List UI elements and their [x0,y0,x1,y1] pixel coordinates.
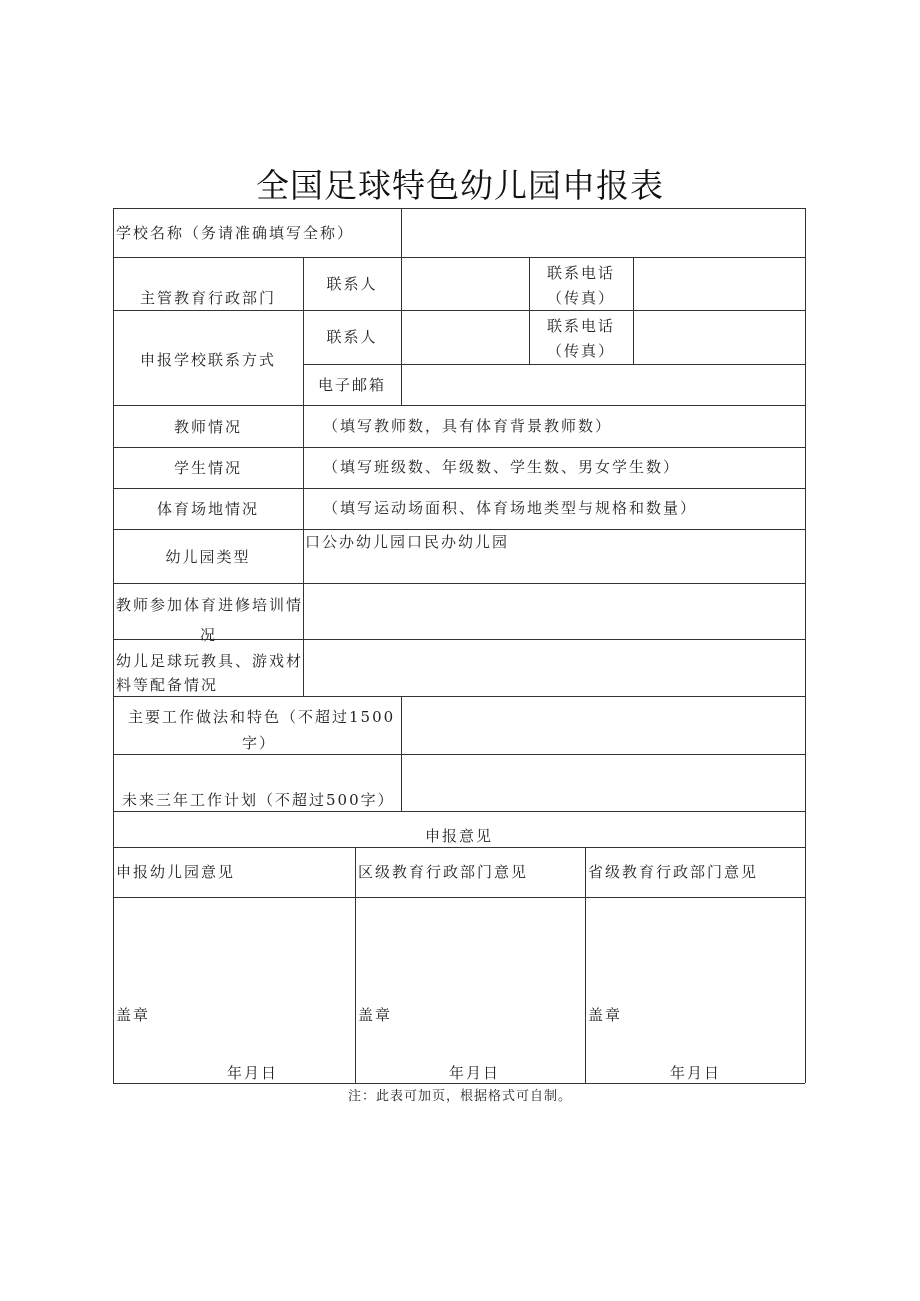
date-label: 年月日 [670,1064,722,1082]
row-divider [113,696,805,697]
column-divider [401,257,402,405]
practice-label-line1: 主要工作做法和特色（不超过1500 [128,708,396,726]
table-border-right [805,208,806,1083]
date-label: 年月日 [227,1064,279,1082]
seal-label: 盖章 [358,1006,393,1024]
footnote: 注：此表可加页，根据格式可自制。 [347,1089,572,1104]
kg-type-options: 口公办幼儿园口民办幼儿园 [305,533,510,551]
school-contact-label: 申报学校联系方式 [139,351,276,369]
row-divider [303,310,805,311]
equipment-label-line1: 幼儿足球玩教具、游戏材 [116,652,304,670]
contact-person-label: 联系人 [326,328,378,346]
column-divider [401,696,402,811]
venue-hint: （填写运动场面积、体育场地类型与规格和数量） [323,499,698,517]
teachers-label: 教师情况 [173,418,242,436]
column-divider [355,847,356,1083]
phone-label-line1: 联系电话 [546,317,615,335]
equipment-label-line2: 料等配备情况 [116,676,219,694]
kindergarten-opinion-label: 申报幼儿园意见 [116,863,236,881]
opinions-header: 申报意见 [424,827,493,845]
contact-person-label: 联系人 [326,275,378,293]
email-label: 电子邮箱 [317,376,386,394]
kg-type-label: 幼儿园类型 [165,548,251,566]
row-divider [113,405,805,406]
row-divider [113,447,805,448]
row-divider [113,529,805,530]
row-divider [113,583,805,584]
district-opinion-label: 区级教育行政部门意见 [358,863,529,881]
school-name-label: 学校名称（务请准确填写全称） [116,224,355,242]
date-label: 年月日 [449,1064,501,1082]
phone-label-line1: 联系电话 [546,264,615,282]
column-divider [585,847,586,1083]
seal-label: 盖章 [588,1006,623,1024]
phone-label-line2: （传真） [546,342,615,360]
training-label-line2: 况 [200,626,218,644]
column-divider [303,257,304,696]
row-divider [113,754,805,755]
row-divider [113,310,303,311]
training-label-line1: 教师参加体育进修培训情 [116,596,304,614]
teachers-hint: （填写教师数，具有体育背景教师数） [323,417,613,435]
column-divider [401,208,402,257]
plan-label: 未来三年工作计划（不超过500字） [122,791,395,809]
seal-label: 盖章 [116,1006,151,1024]
row-divider [113,257,805,258]
admin-dept-label: 主管教育行政部门 [139,289,276,307]
table-border-top [113,208,805,209]
practice-label-line2: 字） [242,734,277,752]
column-divider [633,257,634,364]
students-hint: （填写班级数、年级数、学生数、男女学生数） [323,458,681,476]
row-divider [303,364,805,365]
row-divider [113,488,805,489]
row-divider [113,897,805,898]
row-divider [113,811,805,812]
province-opinion-label: 省级教育行政部门意见 [588,863,759,881]
page-title: 全国足球特色幼儿园申报表 [256,166,664,205]
row-divider [113,847,805,848]
venue-label: 体育场地情况 [156,500,259,518]
table-border-left [113,208,114,1083]
phone-label-line2: （传真） [546,289,615,307]
students-label: 学生情况 [173,459,242,477]
